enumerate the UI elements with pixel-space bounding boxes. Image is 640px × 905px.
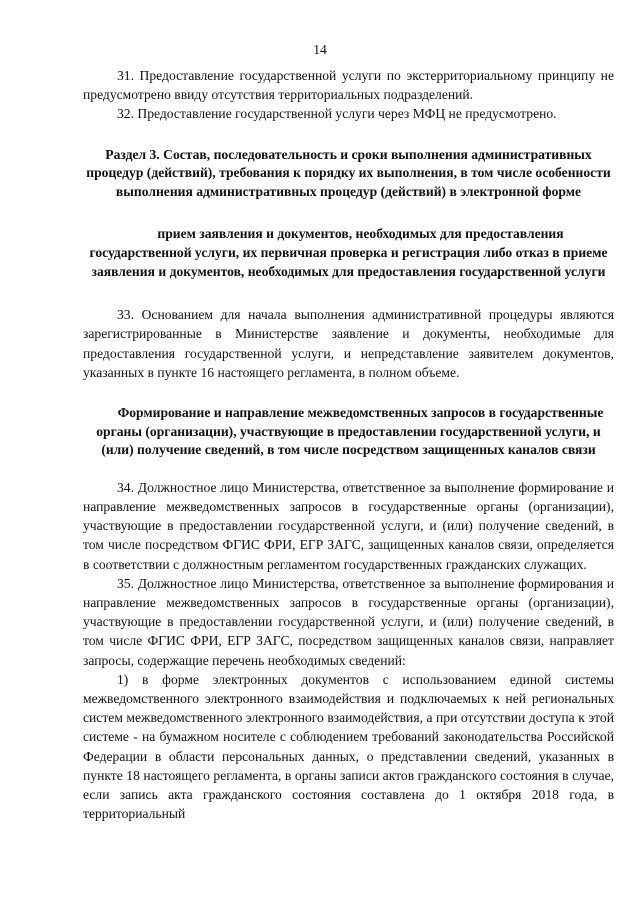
page-content xyxy=(83,66,614,823)
subsection-reception-title: прием заявления и документов, необходимых для предоставления государственной услуги, их первичная проверка и регистрация либо отказ в приеме заявления и документов, необходимых для предоставления государственной услуги xyxy=(89,226,608,279)
subsection-interagency-requests-title: Формирование и направление межведомственных запросов в государственные органы (организации), участвующие в предоставлении государственной услуги, и (или) получение сведений, в том числе посредством защищенных каналов связи xyxy=(96,404,604,458)
paragraph-35: 35. Должностное лицо Министерства, ответственное за выполнение формирования и направление межведомственных запросов в государственные органы (организации), участвующие в предоставлении государственной услуги, и (или) получение сведений, в том числе ФГИС ФРИ, ЕГР ЗАГС, посредством защищенных каналов связи, направляет запросы, содержащие перечень необходимых сведений: xyxy=(83,575,614,668)
paragraph-31: 31. Предоставление государственной услуги по экстерриториальному принципу не предусмотрено ввиду отсутствия территориальных подразделений. xyxy=(83,68,614,103)
paragraph-33: 33. Основанием для начала выполнения административной процедуры являются зарегистрированные в Министерстве заявление и документы, необходимые для предоставления государственной услуги, и непредставление заявителем документов, указанных в пункте 16 настоящего регламента, в полном объеме. xyxy=(83,307,614,380)
paragraph-34: 34. Должностное лицо Министерства, ответственное за выполнение формирование и направление межведомственных запросов в государственные органы (организации), участвующие в предоставлении государственной услуги, и (или) получение сведений, в том числе посредством ФГИС ФРИ, ЕГР ЗАГС, защищенных каналов связи, определяется в соответствии с должностным регламентом государственных гражданских служащих. xyxy=(83,479,614,572)
section-3-title: Раздел 3. Состав, последовательность и сроки выполнения административных процедур (действий), требования к порядку их выполнения, в том числе особенности выполнения административных процедур (действий) в электронной форме xyxy=(86,146,611,199)
paragraph-35-item-1: 1) в форме электронных документов с использованием единой системы межведомственного электронного взаимодействия и подключаемых к ней региональных систем межведомственного электронного взаимодействия, а при отсутствии доступа к этой системе - на бумажном носителе с соблюдением требований законодательства Российской Федерации в области персональных данных, о представлении сведений, указанных в пункте 18 настоящего регламента, в органы записи актов гражданского состояния в случае, если запись акта гражданского состояния составлена до 1 октября 2018 года, в территориальный xyxy=(83,671,614,822)
paragraph-32: 32. Предоставление государственной услуги через МФЦ не предусмотрено. xyxy=(117,106,557,122)
page-number: 14 xyxy=(313,42,327,57)
